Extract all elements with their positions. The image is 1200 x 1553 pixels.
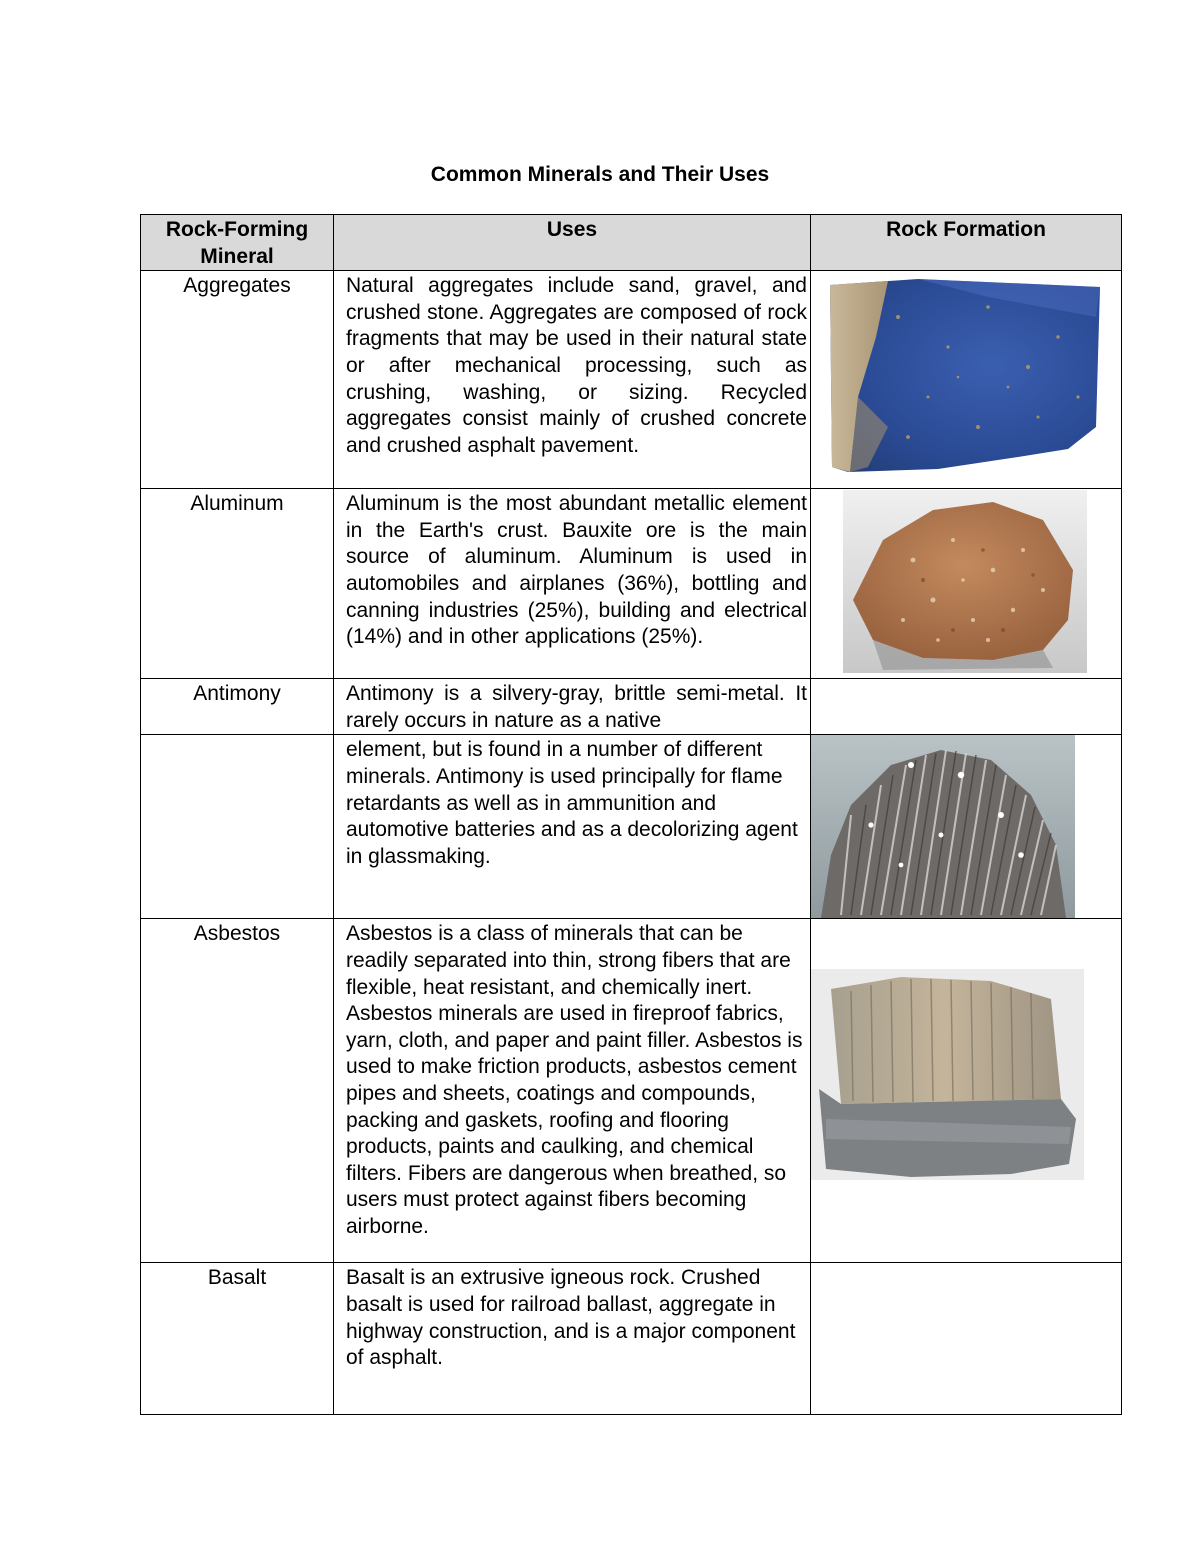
- mineral-uses: Aluminum is the most abundant metallic element in the Earth's crust. Bauxite ore is the main source of aluminum. Aluminum is used in automobiles and airplanes (36%), bottling and canning industries (25%), building and electrical (14%) and in other applications (25%).: [334, 489, 811, 679]
- table-row: [141, 679, 1122, 735]
- page-title: Common Minerals and Their Uses: [430, 163, 770, 186]
- table-row: [141, 735, 1122, 919]
- mineral-name: [141, 735, 334, 919]
- mineral-name: Asbestos: [141, 919, 334, 1263]
- rock-formation-cell: [811, 679, 1122, 735]
- fibrous-rock-photo: [811, 969, 1084, 1180]
- silver-crystal-photo: [811, 735, 1075, 918]
- blue-rock-photo: [828, 277, 1100, 473]
- mineral-uses: Basalt is an extrusive igneous rock. Crushed basalt is used for railroad ballast, aggregate in highway construction, and is a major component of asphalt.: [334, 1263, 811, 1415]
- rock-formation-cell: [811, 1263, 1122, 1415]
- table-row: [141, 489, 1122, 679]
- minerals-table: [140, 214, 1122, 1415]
- mineral-uses: element, but is found in a number of different minerals. Antimony is used principally for flame retardants as well as in ammunition and automotive batteries and as a decolorizing agent in glassmaking.: [334, 735, 811, 919]
- rock-formation-cell: [811, 735, 1122, 919]
- rock-formation-cell: [811, 919, 1122, 1263]
- table-row: [141, 919, 1122, 1263]
- mineral-name: Antimony: [141, 679, 334, 735]
- table-row: [141, 271, 1122, 489]
- brown-rock-photo: [843, 490, 1087, 673]
- rock-formation-cell: [811, 271, 1122, 489]
- mineral-name: Basalt: [141, 1263, 334, 1415]
- table-row: [141, 1263, 1122, 1415]
- mineral-uses: Asbestos is a class of minerals that can be readily separated into thin, strong fibers that are flexible, heat resistant, and chemically inert. Asbestos minerals are used in fireproof fabrics, yarn, cloth, and paper and paint filler. Asbestos is used to make friction products, asbestos cement pipes and sheets, coatings and compounds, packing and gaskets, roofing and flooring products, paints and caulking, and chemical filters. Fibers are dangerous when breathed, so users must protect against fibers becoming airborne.: [334, 919, 811, 1263]
- mineral-uses: Antimony is a silvery-gray, brittle semi-metal. It rarely occurs in nature as a native: [334, 679, 811, 735]
- mineral-name: Aggregates: [141, 271, 334, 489]
- mineral-uses: Natural aggregates include sand, gravel, and crushed stone. Aggregates are composed of rock fragments that may be used in their natural state or after mechanical processing, such as crushing, washing, or sizing. Recycled aggregates consist mainly of crushed concrete and crushed asphalt pavement.: [334, 271, 811, 489]
- rock-formation-cell: [811, 489, 1122, 679]
- mineral-name: Aluminum: [141, 489, 334, 679]
- header-uses: Uses: [334, 215, 811, 271]
- header-mineral: Rock-Forming Mineral: [141, 215, 334, 271]
- header-rock-formation: Rock Formation: [811, 215, 1122, 271]
- header-row: [141, 215, 1122, 271]
